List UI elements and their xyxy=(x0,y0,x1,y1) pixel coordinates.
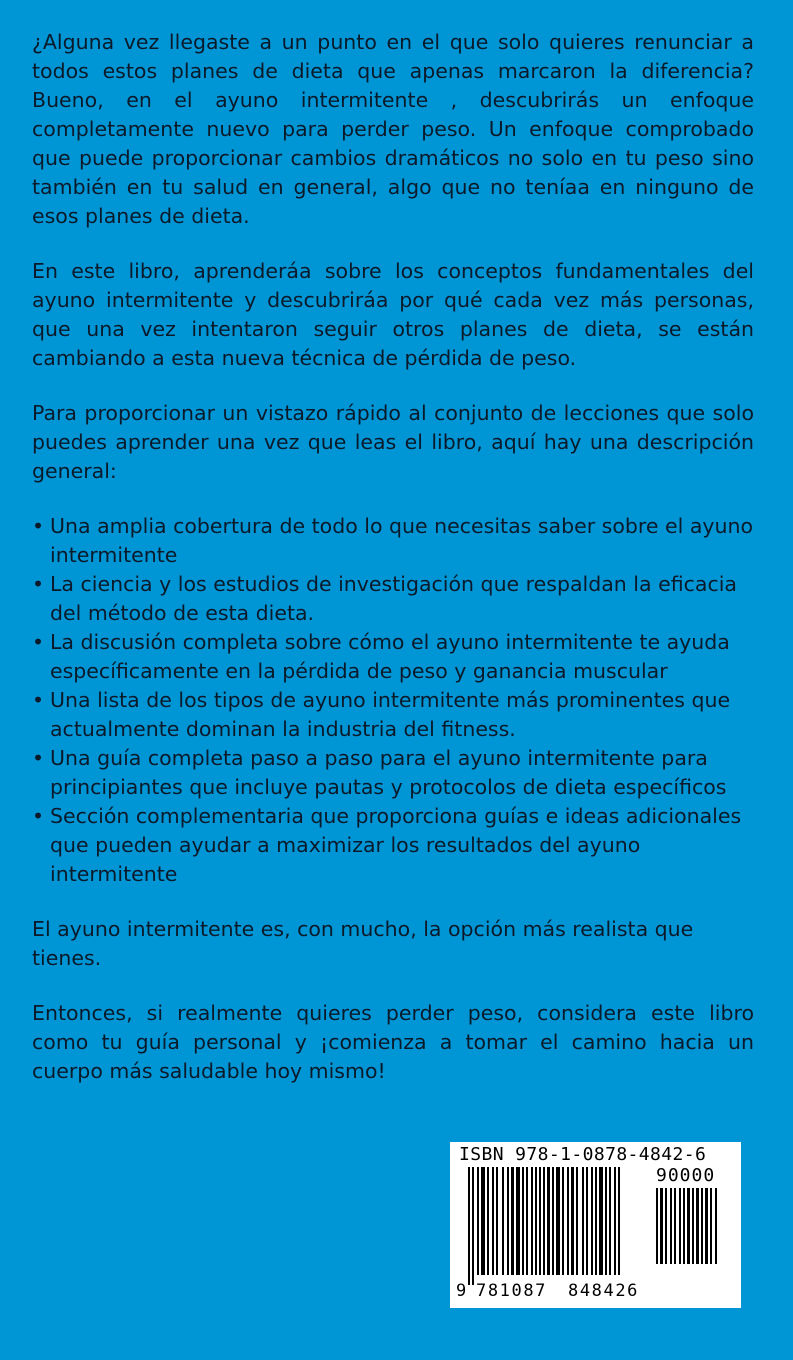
barcode-bar xyxy=(576,1167,578,1275)
barcode-bar xyxy=(531,1167,533,1275)
barcode-bar xyxy=(556,1167,560,1275)
barcode-bar xyxy=(605,1167,607,1275)
barcode-bar xyxy=(472,1167,474,1285)
barcode-bar xyxy=(547,1167,550,1275)
barcode-bar xyxy=(618,1167,620,1275)
barcode-bar xyxy=(477,1167,479,1275)
list-item: • La discusión completa sobre cómo el ayuno intermitente te ayuda específicamente en la pérdida de peso y ganancia muscular xyxy=(32,628,754,686)
barcode-bar xyxy=(562,1167,564,1275)
barcode-bar xyxy=(511,1167,514,1275)
isbn-barcode xyxy=(450,1142,741,1308)
barcode-bar xyxy=(526,1167,528,1275)
barcode-bar xyxy=(701,1188,703,1264)
price-code: 90000 xyxy=(656,1165,716,1186)
barcode-bar xyxy=(591,1167,593,1275)
barcode-bar xyxy=(571,1167,574,1275)
barcode-bar xyxy=(468,1167,470,1285)
price-addon-bars xyxy=(656,1188,732,1274)
barcode-bar xyxy=(535,1167,537,1275)
barcode-bar xyxy=(481,1167,485,1275)
barcode-bar xyxy=(674,1188,676,1264)
barcode-bar xyxy=(599,1167,603,1275)
barcode-bar xyxy=(679,1188,681,1264)
barcode-bar xyxy=(660,1188,663,1264)
barcode-bar xyxy=(665,1188,667,1264)
list-item: • Una amplia cobertura de todo lo que necesitas saber sobre el ayuno intermitente xyxy=(32,512,754,570)
barcode-bar xyxy=(609,1167,611,1275)
overview-paragraph: Para proporcionar un vistazo rápido al conjunto de lecciones que solo puedes aprender una vez que leas el libro, aquí hay una descripción general: xyxy=(32,401,754,483)
book-summary-paragraph: En este libro, aprenderáa sobre los conceptos fundamentales del ayuno intermitente y descubriráa por qué cada vez más personas, que una vez intentaron seguir otros planes de dieta, se están cambiando a esta nueva técnica de pérdida de peso. xyxy=(32,259,754,370)
barcode-bar xyxy=(683,1188,685,1264)
barcode-bar xyxy=(696,1188,699,1264)
barcode-bar xyxy=(522,1167,524,1275)
ean-bars xyxy=(468,1167,650,1289)
barcode-bar xyxy=(582,1167,584,1275)
barcode-bar xyxy=(586,1167,588,1275)
barcode-bar xyxy=(552,1167,554,1275)
barcode-bar xyxy=(543,1167,545,1275)
barcode-bar xyxy=(539,1167,541,1275)
lessons-list xyxy=(32,512,754,889)
barcode-bar xyxy=(496,1167,498,1275)
barcode-bar xyxy=(502,1167,504,1275)
list-item: • Una guía completa paso a paso para el ayuno intermitente para principiantes que incluye pautas y protocolos de dieta específicos xyxy=(32,744,754,802)
barcode-digit-group-left: 781087 xyxy=(476,1281,548,1301)
list-item: • La ciencia y los estudios de investigación que respaldan la eficacia del método de esta dieta. xyxy=(32,570,754,628)
barcode-bar xyxy=(692,1188,694,1264)
barcode-bar xyxy=(492,1167,494,1275)
isbn-label: ISBN 978-1-0878-4842-6 xyxy=(459,1144,707,1165)
barcode-bar xyxy=(715,1188,717,1264)
barcode-bar xyxy=(656,1188,658,1264)
realistic-option-paragraph: El ayuno intermitente es, con mucho, la opción más realista que tienes. xyxy=(32,917,694,970)
barcode-bar xyxy=(567,1167,569,1275)
list-item: • Una lista de los tipos de ayuno intermitente más prominentes que actualmente dominan la industria del fitness. xyxy=(32,686,754,744)
barcode-bar xyxy=(705,1188,708,1264)
barcode-digit-prefix: 9 xyxy=(456,1281,467,1301)
barcode-bar xyxy=(595,1167,597,1275)
list-item: • Sección complementaria que proporciona guías e ideas adicionales que pueden ayudar a maximizar los resultados del ayuno intermitente xyxy=(32,802,754,889)
barcode-bar xyxy=(710,1188,712,1264)
intro-paragraph: ¿Alguna vez llegaste a un punto en el que solo quieres renunciar a todos estos planes de dieta que apenas marcaron la diferencia? Bueno, en el ayuno intermitente , descubrirás un enfoque completamente nuevo para perder peso. Un enfoque comprobado que puede proporcionar cambios dramáticos no solo en tu peso sino también en tu salud en general, algo que no teníaa en ninguno de esos planes de dieta. xyxy=(32,30,754,228)
back-cover-text xyxy=(32,28,754,1112)
barcode-bar xyxy=(487,1167,489,1275)
barcode-bar xyxy=(516,1167,520,1275)
barcode-bar xyxy=(687,1188,690,1264)
call-to-action-paragraph: Entonces, si realmente quieres perder peso, considera este libro como tu guía personal y ¡comienza a tomar el camino hacia un cuerpo más saludable hoy mismo! xyxy=(32,1001,754,1083)
barcode-digit-group-right: 848426 xyxy=(568,1281,640,1301)
barcode-bar xyxy=(507,1167,509,1275)
barcode-bar xyxy=(670,1188,672,1264)
barcode-bar xyxy=(614,1167,616,1275)
